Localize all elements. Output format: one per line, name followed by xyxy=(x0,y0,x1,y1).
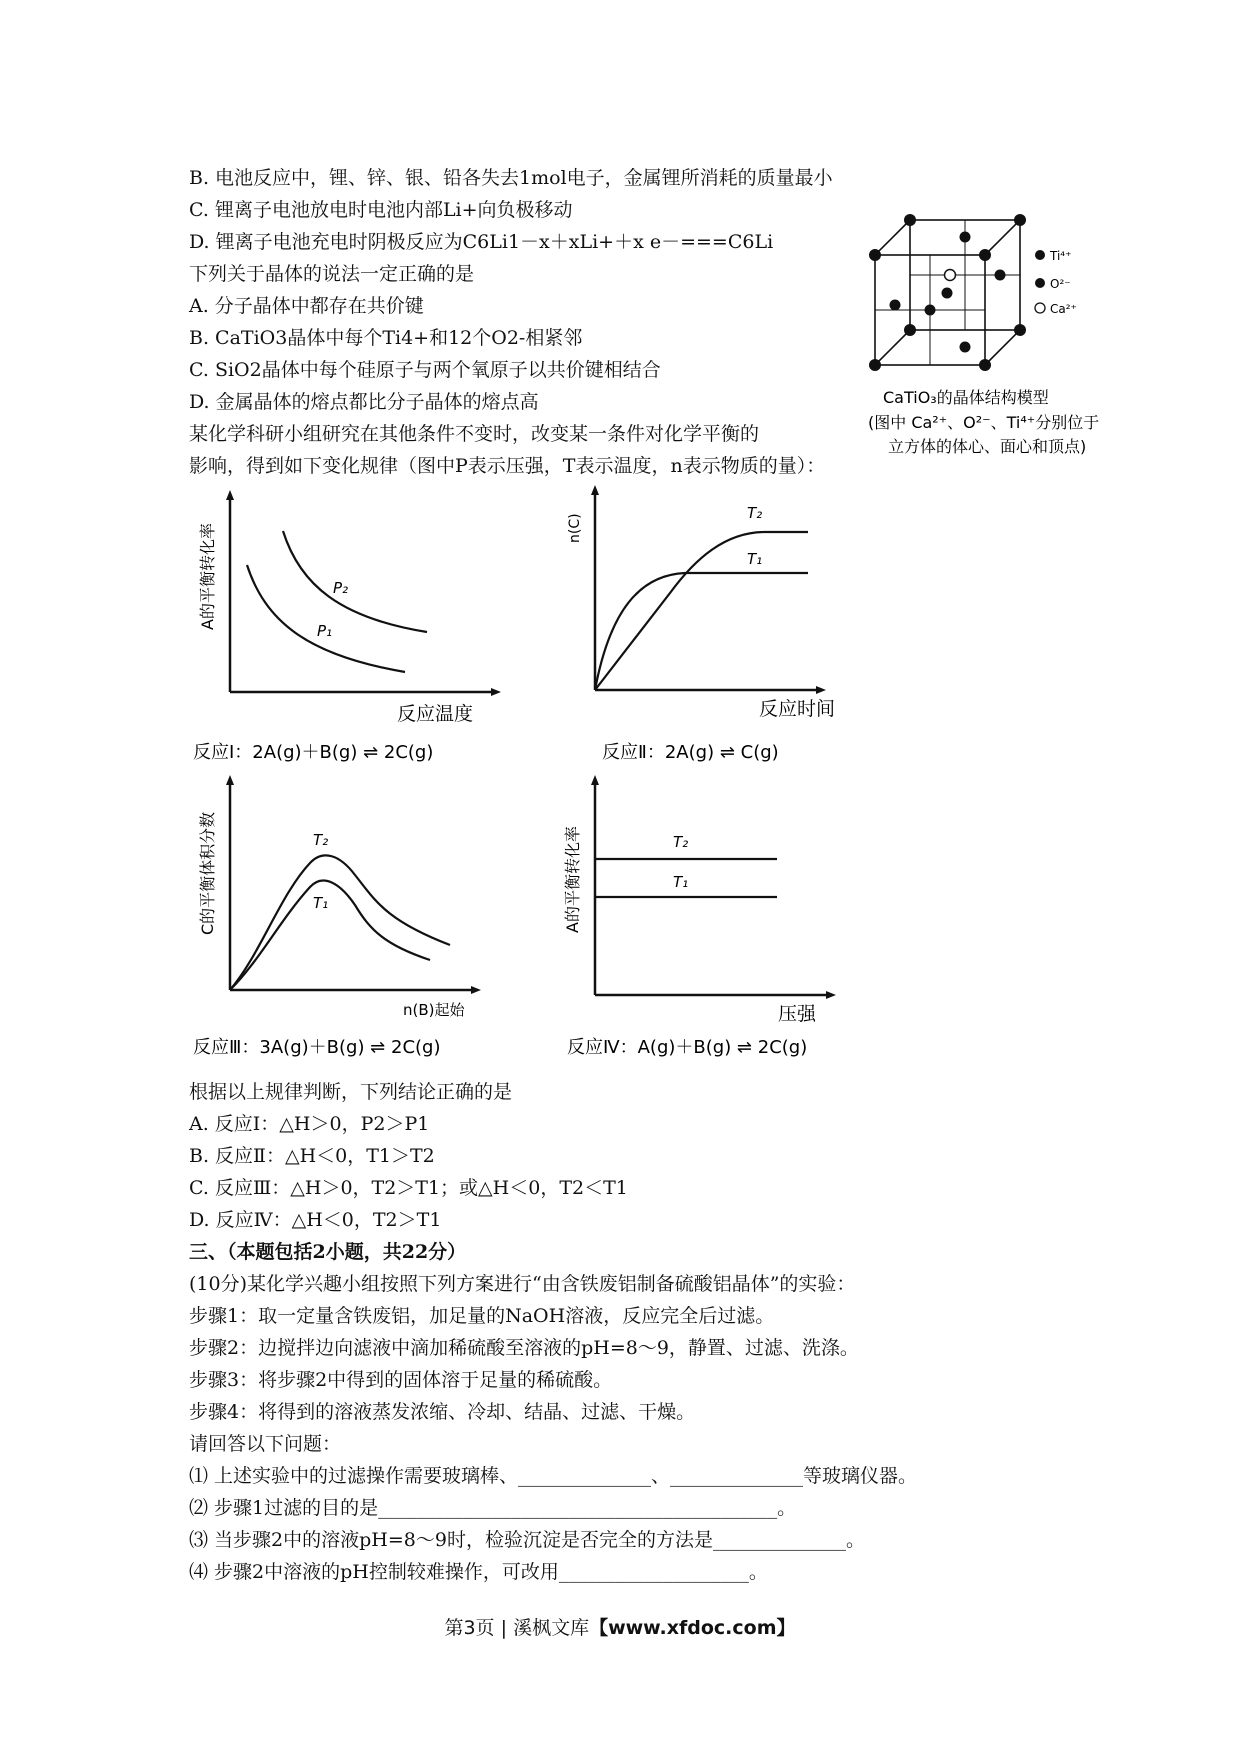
graph-reaction-1 xyxy=(185,490,530,765)
equilibrium-question-2: 影响，得到如下变化规律（图中P表示压强，T表示温度，n表示物质的量）： xyxy=(189,455,826,477)
crystal-structure-figure xyxy=(860,205,1140,460)
x-axis-arrow xyxy=(826,991,836,999)
curve-p2 xyxy=(283,531,427,632)
experiment-intro: (10分)某化学兴趣小组按照下列方案进行“由含铁废铝制备硫酸铝晶体”的实验： xyxy=(189,1273,856,1295)
crystal-caption-title: CaTiO₃的晶体结构模型 xyxy=(883,388,1049,407)
graph-1-xlabel: 反应温度 xyxy=(397,703,474,725)
answer-prompt: 请回答以下问题： xyxy=(189,1433,342,1455)
crystal-option-a: A. 分子晶体中都存在共价键 xyxy=(189,295,424,317)
label-t2: T₂ xyxy=(673,833,689,851)
legend-ca-marker xyxy=(1035,303,1045,313)
crystal-caption-line3: 立方体的体心、面心和顶点) xyxy=(888,437,1087,456)
conclusion-question: 根据以上规律判断，下列结论正确的是 xyxy=(189,1081,513,1103)
graph-2-xlabel: 反应时间 xyxy=(759,698,836,720)
crystal-question: 下列关于晶体的说法一定正确的是 xyxy=(189,263,475,285)
x-axis-arrow xyxy=(491,688,501,696)
conclusion-option-a: A. 反应Ⅰ：△H＞0，P2＞P1 xyxy=(189,1113,430,1135)
curve-t1 xyxy=(230,881,430,990)
legend-o-label: O²⁻ xyxy=(1050,277,1071,291)
question-1: ⑴ 上述实验中的过滤操作需要玻璃棒、______________、______________等玻璃仪器。 xyxy=(189,1465,918,1487)
graph-4-xlabel: 压强 xyxy=(778,1003,817,1025)
y-axis-arrow xyxy=(591,485,599,495)
legend-ti-marker xyxy=(1035,250,1045,260)
question-2: ⑵ 步骤1过滤的目的是__________________________________________。 xyxy=(189,1497,797,1519)
option-d-battery: D. 锂离子电池充电时阴极反应为C6Li1－x＋xLi+＋x e－===C6Li xyxy=(189,231,774,253)
crystal-caption-line2: (图中 Ca²⁺、O²⁻、Ti⁴⁺分别位于 xyxy=(868,413,1100,432)
crystal-option-c: C. SiO2晶体中每个硅原子与两个氧原子以共价键相结合 xyxy=(189,359,661,381)
graph-2-caption: 反应Ⅱ：2A(g) ⇌ C(g) xyxy=(602,742,779,763)
x-axis-arrow xyxy=(471,986,481,994)
graph-4-ylabel: A的平衡转化率 xyxy=(563,826,582,933)
graph-3-caption: 反应Ⅲ：3A(g)＋B(g) ⇌ 2C(g) xyxy=(193,1037,441,1058)
step-1: 步骤1：取一定量含铁废铝，加足量的NaOH溶液，反应完全后过滤。 xyxy=(189,1305,775,1327)
label-p1: P₁ xyxy=(317,622,333,640)
y-axis-arrow xyxy=(591,775,599,785)
question-4: ⑷ 步骤2中溶液的pH控制较难操作，可改用____________________。 xyxy=(189,1561,768,1583)
x-axis-arrow xyxy=(816,686,826,694)
conclusion-option-c: C. 反应Ⅲ：△H＞0，T2＞T1；或△H＜0，T2＜T1 xyxy=(189,1177,628,1199)
graph-reaction-4 xyxy=(555,775,875,1060)
footer-separator: | xyxy=(500,1617,508,1639)
label-t1: T₁ xyxy=(673,873,689,891)
graph-1-ylabel: A的平衡转化率 xyxy=(198,523,217,630)
graph-reaction-2 xyxy=(555,485,875,765)
graph-2-ylabel: n(C) xyxy=(567,513,583,543)
step-3: 步骤3：将步骤2中得到的固体溶于足量的稀硫酸。 xyxy=(189,1369,613,1391)
label-p2: P₂ xyxy=(333,579,349,597)
legend-ti-label: Ti⁴⁺ xyxy=(1050,249,1072,263)
crystal-option-d: D. 金属晶体的熔点都比分子晶体的熔点高 xyxy=(189,391,539,413)
section-three-heading: 三、（本题包括2小题，共22分） xyxy=(189,1241,467,1263)
curve-t1 xyxy=(595,573,808,690)
graph-4-caption: 反应Ⅳ：A(g)＋B(g) ⇌ 2C(g) xyxy=(567,1037,808,1058)
ca-ion xyxy=(945,270,956,281)
label-t2: T₂ xyxy=(313,831,329,849)
equilibrium-question-1: 某化学科研小组研究在其他条件不变时，改变某一条件对化学平衡的 xyxy=(189,423,760,445)
library-url: 【www.xfdoc.com】 xyxy=(589,1617,796,1639)
graph-reaction-3 xyxy=(185,775,530,1060)
step-4: 步骤4：将得到的溶液蒸发浓缩、冷却、结晶、过滤、干燥。 xyxy=(189,1401,696,1423)
option-b-battery: B. 电池反应中，锂、锌、银、铅各失去1mol电子，金属锂所消耗的质量最小 xyxy=(189,167,833,189)
y-axis-arrow xyxy=(226,490,234,500)
graph-3-ylabel: C的平衡体积分数 xyxy=(198,811,217,935)
conclusion-option-b: B. 反应Ⅱ：△H＜0，T1＞T2 xyxy=(189,1145,435,1167)
legend-o-marker xyxy=(1035,278,1045,288)
legend-ca-label: Ca²⁺ xyxy=(1050,302,1077,316)
graph-3-xlabel: n(B)起始 xyxy=(403,1001,465,1019)
label-t1: T₁ xyxy=(747,550,763,568)
curve-t2 xyxy=(230,855,450,990)
page-footer xyxy=(0,1613,1240,1640)
y-axis-arrow xyxy=(226,775,234,785)
curve-t2 xyxy=(595,532,808,690)
graph-1-caption: 反应Ⅰ：2A(g)＋B(g) ⇌ 2C(g) xyxy=(193,742,434,763)
curve-p1 xyxy=(247,565,405,672)
library-name: 溪枫文库 xyxy=(513,1617,590,1639)
label-t2: T₂ xyxy=(747,504,763,522)
label-t1: T₁ xyxy=(313,894,329,912)
question-3: ⑶ 当步骤2中的溶液pH=8～9时，检验沉淀是否完全的方法是______________。 xyxy=(189,1529,865,1551)
page-number: 第3页 xyxy=(444,1617,495,1639)
option-c-battery: C. 锂离子电池放电时电池内部Li+向负极移动 xyxy=(189,199,573,221)
conclusion-option-d: D. 反应Ⅳ：△H＜0，T2＞T1 xyxy=(189,1209,442,1231)
step-2: 步骤2：边搅拌边向滤液中滴加稀硫酸至溶液的pH=8～9，静置、过滤、洗涤。 xyxy=(189,1337,859,1359)
crystal-option-b: B. CaTiO3晶体中每个Ti4+和12个O2-相紧邻 xyxy=(189,327,583,349)
